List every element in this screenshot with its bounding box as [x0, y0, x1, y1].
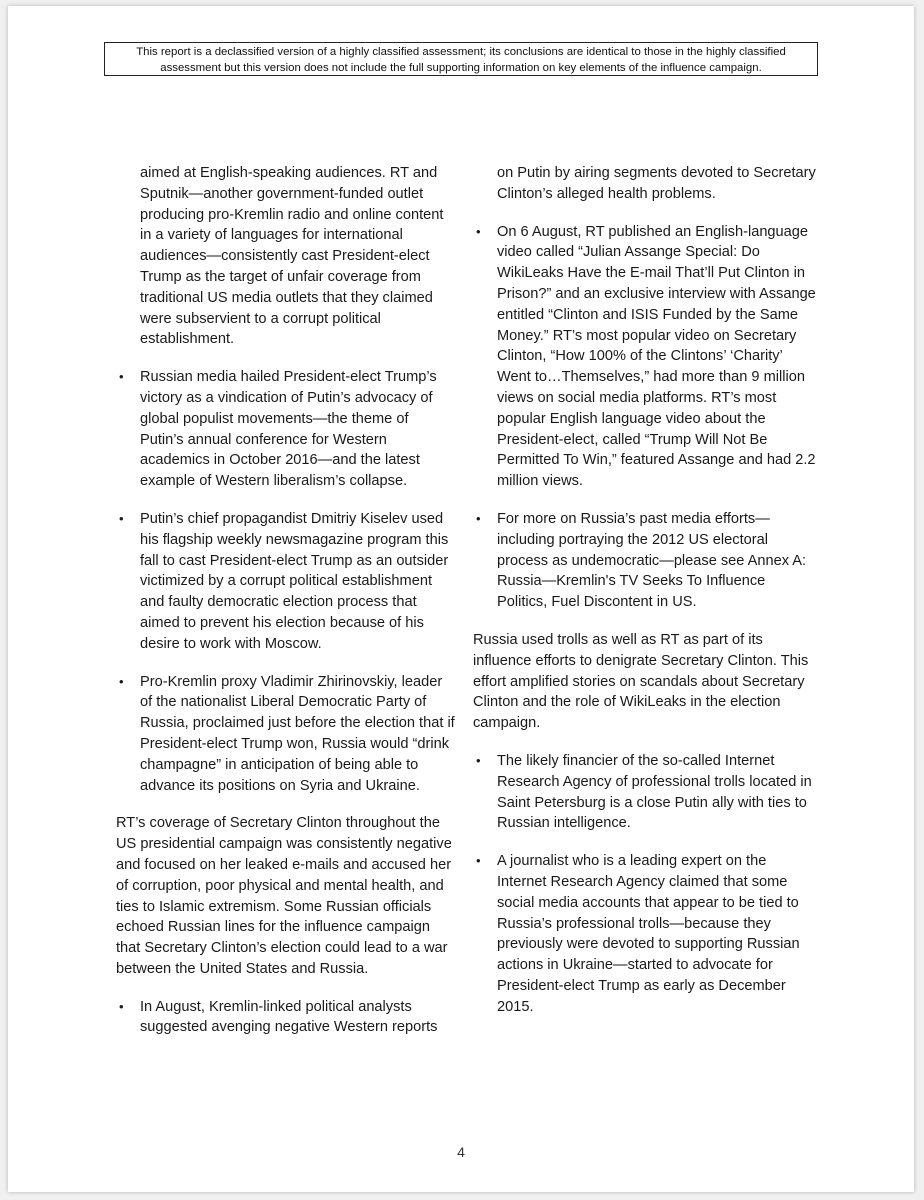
classification-notice-line-1: This report is a declassified version of a highly classified assessment; its conclusions are identical to those in the highly classified	[136, 46, 786, 58]
bullet-text: Putin’s chief propagandist Dmitriy Kiselev used his flagship weekly newsmagazine program this fall to cast President-elect Trump as an outsider victimized by a corrupt political establishment and faulty democratic election process that aimed to prevent his election because of his desire to work with Moscow.	[140, 510, 449, 652]
classification-notice	[104, 42, 818, 76]
page-number: 4	[457, 1144, 465, 1160]
bullet-item	[116, 367, 456, 492]
right-column	[473, 163, 818, 1034]
bullet-icon: •	[476, 853, 481, 869]
left-column	[116, 163, 456, 1055]
bullet-text: The likely financier of the so-called Internet Research Agency of professional trolls located in Saint Petersburg is a close Putin ally with ties to Russian intelligence.	[497, 752, 812, 832]
bullet-item	[473, 851, 818, 1017]
bullet-item	[116, 509, 456, 655]
bullet-item	[473, 751, 818, 834]
bullet-item	[473, 222, 818, 492]
bullet-icon: •	[476, 510, 481, 526]
continued-bullet-text: aimed at English-speaking audiences. RT and Sputnik—another government-funded outlet producing pro-Kremlin radio and online content in a variety of languages for international audiences—consistently cast President-elect Trump as the target of unfair coverage from traditional US media outlets that they claimed were subservient to a corrupt political establishment.	[140, 165, 444, 348]
bullet-icon: •	[119, 369, 124, 385]
body-paragraph: Russia used trolls as well as RT as part of its influence efforts to denigrate Secretary Clinton. This effort amplified stories on scandals about Secretary Clinton and the role of WikiLeaks in the election campaign.	[473, 631, 809, 732]
bullet-icon: •	[119, 510, 124, 526]
continued-bullet-text: on Putin by airing segments devoted to Secretary Clinton’s alleged health problems.	[497, 165, 816, 202]
bullet-icon: •	[476, 223, 481, 239]
bullet-text: For more on Russia’s past media efforts—including portraying the 2012 US electoral process as undemocratic—please see Annex A: Russia—Kremlin's TV Seeks To Influence Politics, Fuel Discontent in US.	[497, 510, 807, 611]
document-page	[8, 6, 914, 1192]
bullet-item	[473, 509, 818, 613]
bullet-icon: •	[119, 673, 124, 689]
bullet-text: In August, Kremlin-linked political analysts suggested avenging negative Western reports	[140, 998, 438, 1036]
bullet-text: Russian media hailed President-elect Trump’s victory as a vindication of Putin’s advocacy of global populist movements—the theme of Putin’s annual conference for Western academics in October 2016—and the latest example of Western liberalism’s collapse.	[140, 369, 437, 490]
bullet-text: Pro-Kremlin proxy Vladimir Zhirinovskiy, leader of the nationalist Liberal Democratic Party of Russia, proclaimed just before the election that if President-elect Trump won, Russia would “drink champagne” in anticipation of being able to advance its positions on Syria and Ukraine.	[140, 673, 455, 794]
bullet-text: On 6 August, RT published an English-language video called “Julian Assange Special: Do WikiLeaks Have the E-mail That’ll Put Clinton in Prison?” and an exclusive interview with Assange entitled “Clinton and ISIS Funded by the Same Money.” RT’s most popular video on Secretary Clinton, “How 100% of the Clintons’ ‘Charity’ Went to…Themselves,” had more than 9 million views on social media platforms. RT’s most popular English language video about the President-elect, called “Trump Will Not Be Permitted To Win,” featured Assange and had 2.2 million views.	[497, 223, 816, 490]
bullet-item	[116, 997, 456, 1039]
bullet-item	[116, 672, 456, 797]
bullet-icon: •	[119, 998, 124, 1014]
body-paragraph: RT’s coverage of Secretary Clinton throughout the US presidential campaign was consistently negative and focused on her leaked e-mails and accused her of corruption, poor physical and mental health, and ties to Islamic extremism. Some Russian officials echoed Russian lines for the influence campaign that Secretary Clinton’s election could lead to a war between the United States and Russia.	[116, 815, 452, 977]
bullet-text: A journalist who is a leading expert on the Internet Research Agency claimed that some social media accounts that appear to be tied to Russia’s professional trolls—because they previously were devoted to supporting Russian actions in Ukraine—started to advocate for President-elect Trump as early as December 2015.	[497, 853, 800, 1015]
classification-notice-line-2: assessment but this version does not include the full supporting information on key elements of the influence campaign.	[160, 62, 762, 74]
bullet-icon: •	[476, 752, 481, 768]
